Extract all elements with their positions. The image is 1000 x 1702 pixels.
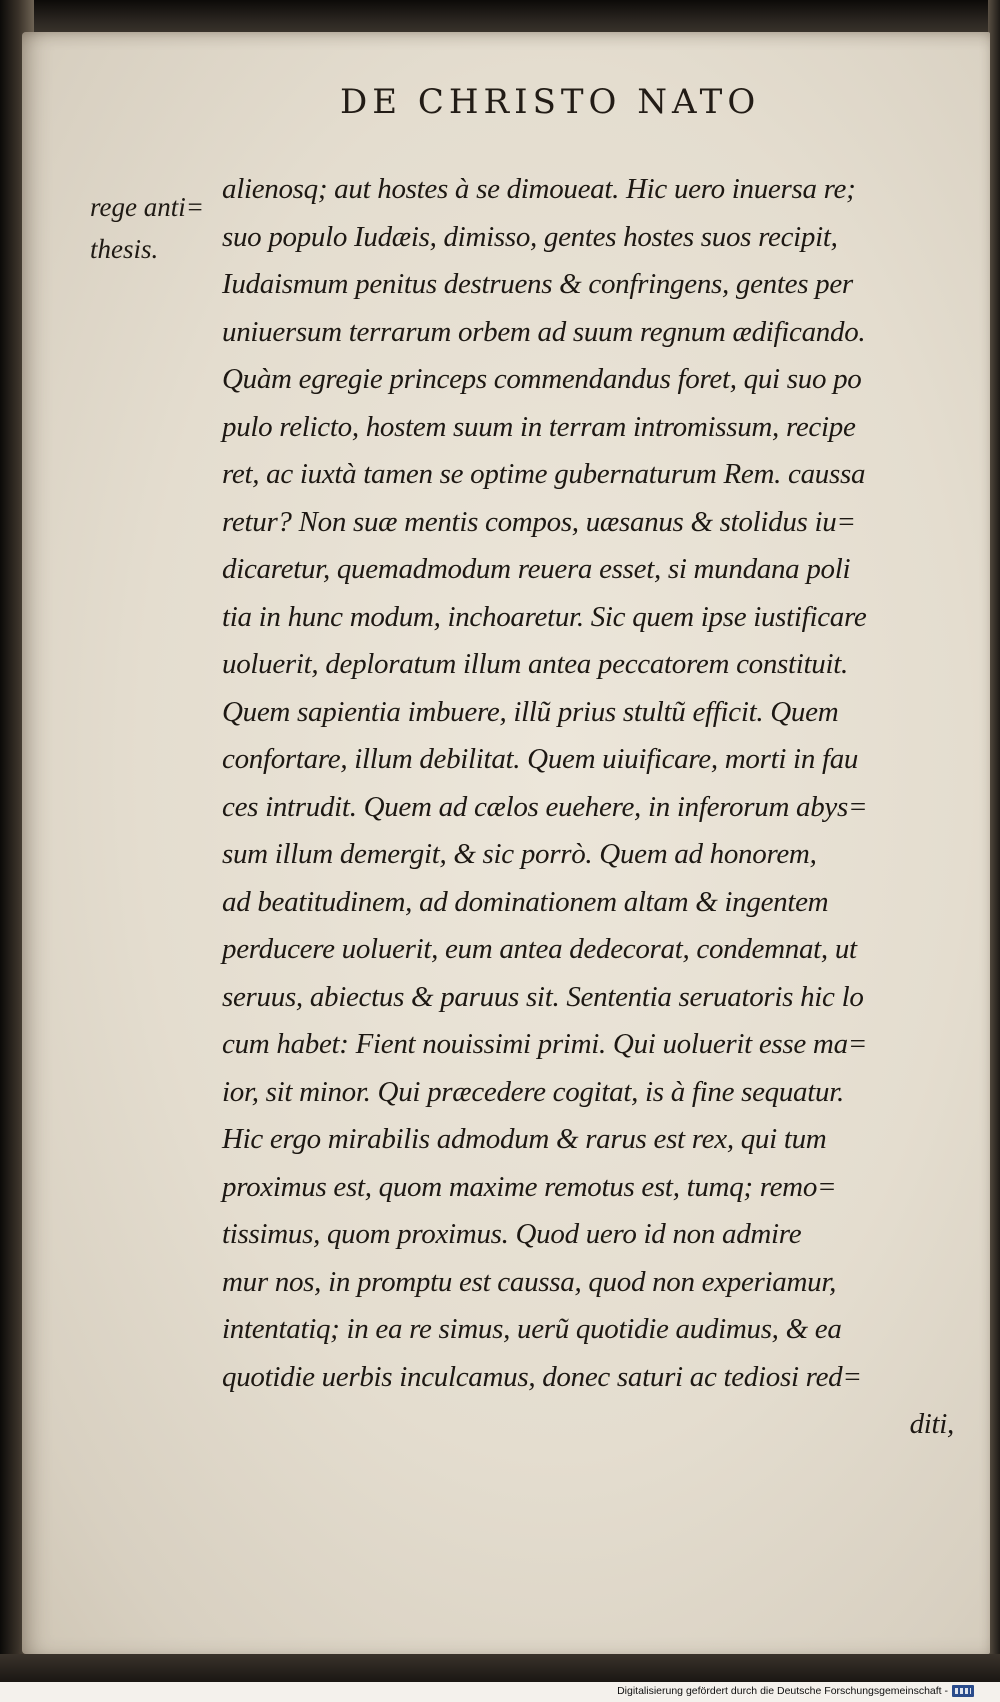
text-line: uniuersum terrarum orbem ad suum regnum ædificando. — [222, 315, 866, 348]
text-line: retur? Non suæ mentis compos, uæsanus & stolidus iu= — [222, 505, 856, 538]
text-line: uoluerit, deploratum illum antea peccatorem constituit. — [222, 648, 848, 680]
text-line: mur nos, in promptu est caussa, quod non experiamur, — [222, 1265, 837, 1298]
marginal-note — [90, 186, 230, 270]
text-line: tia in hunc modum, inchoaretur. Sic quem ipse iustificare — [222, 600, 867, 633]
text-line: tissimus, quom proximus. Quod uero id non admire — [222, 1218, 802, 1250]
marginal-note-line: thesis. — [90, 234, 159, 264]
text-line: perducere uoluerit, eum antea dedecorat, condemnat, ut — [222, 933, 857, 965]
marginal-note-line: rege anti= — [90, 192, 204, 222]
text-line: Iudaismum penitus destruens & confringens, gentes per — [222, 268, 853, 300]
text-line: ret, ac iuxtà tamen se optime gubernaturum Rem. caussa — [222, 458, 866, 490]
funding-credit — [613, 1684, 978, 1698]
running-head: DE CHRISTO NATO — [340, 82, 761, 122]
body-text — [222, 166, 962, 1449]
text-line: alienosq; aut hostes à se dimoueat. Hic uero inuersa re; — [222, 173, 856, 205]
text-line: cum habet: Fient nouissimi primi. Qui uoluerit esse ma= — [222, 1028, 868, 1060]
text-line: proximus est, quom maxime remotus est, tumq; remo= — [222, 1170, 837, 1203]
text-line: Quem sapientia imbuere, illũ prius stultũ efficit. Quem — [222, 695, 839, 728]
text-line: ior, sit minor. Qui præcedere cogitat, is à fine sequatur. — [222, 1075, 844, 1108]
catchword: diti, — [909, 1408, 954, 1440]
text-line: seruus, abiectus & paruus sit. Sententia seruatoris hic lo — [222, 980, 864, 1013]
text-line: Hic ergo mirabilis admodum & rarus est rex, qui tum — [222, 1123, 827, 1155]
text-line: Quàm egregie princeps commendandus foret, qui suo po — [222, 363, 862, 395]
text-line: quotidie uerbis inculcamus, donec saturi ac tediosi red= — [222, 1360, 862, 1393]
text-line: intentatiq; in ea re simus, uerũ quotidie audimus, & ea — [222, 1313, 842, 1345]
text-line: pulo relicto, hostem suum in terram intromissum, recipe — [222, 410, 856, 443]
text-line: ces intrudit. Quem ad cælos euehere, in inferorum abys= — [222, 790, 868, 823]
text-line: ad beatitudinem, ad dominationem altam & ingentem — [222, 885, 829, 918]
funding-credit-text: Digitalisierung gefördert durch die Deutsche Forschungsgemeinschaft - — [617, 1685, 948, 1697]
book-bottom-edge — [0, 1654, 1000, 1682]
text-line: suo populo Iudæis, dimisso, gentes hostes suos recipit, — [222, 220, 838, 253]
dfg-logo-icon — [952, 1685, 974, 1697]
text-line: confortare, illum debilitat. Quem uiuificare, morti in fau — [222, 743, 859, 775]
text-line: sum illum demergit, & sic porrò. Quem ad honorem, — [222, 838, 817, 870]
book-top-edge — [0, 0, 1000, 34]
text-line: dicaretur, quemadmodum reuera esset, si mundana poli — [222, 553, 851, 585]
